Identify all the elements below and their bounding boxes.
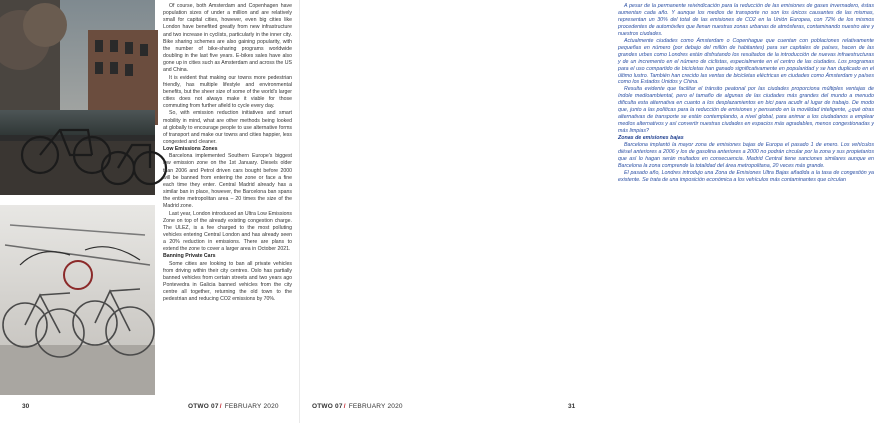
page-number: 31 bbox=[568, 403, 576, 410]
right-paragraph: El pasado año, Londres introdujo una Zona de Emisiones Ultra Bajas añadida a la tasa de congestión ya existente. Se trata de una imposición económica a los vehículos más contaminantes que circulan bbox=[618, 169, 874, 183]
right-paragraph: Resulta evidente que facilitar el tránsito peatonal por las ciudades proporciona múltiples ventajas de índole medioambiental, pero el tamaño de algunas de las ciudades más grandes del mundo a menudo dificulta esta alternativa en cuanto a los desplazamientos en bici para acudir al lugar de trabajo. De modo que, junto a las políticas para la reducción de emisiones y pensando en la movilidad inteligente, ¿qué otras alternativas de transporte se están contemplando, a nivel global, para animar a los ciudadanos a emplear medios alternativos y así convertir nuestras ciudades en espacios más agradables, menos congestionadas y más limpias? bbox=[618, 86, 874, 135]
photo-canal-bicycles bbox=[0, 0, 155, 195]
issue-date: FEBRUARY 2020 bbox=[224, 403, 279, 410]
section-heading: Low Emissions Zones bbox=[163, 146, 218, 153]
section-heading: Banning Private Cars bbox=[163, 253, 216, 260]
left-paragraph: Last year, London introduced an Ultra Low Emissions Zone on top of the already existing congestion charge. The ULEZ, is a fee charged to the most polluting vehicles entering Central London and has already seen a 20% reduction in emissions. There are plans to extend the zone to cover a larger area in October 2021. bbox=[163, 210, 292, 253]
left-body-column bbox=[163, 3, 292, 388]
page-number: 30 bbox=[22, 403, 30, 410]
magazine-name: OTWO bbox=[312, 403, 334, 410]
left-paragraph: Some cities are looking to ban all private vehicles from driving within their city centres. Oslo has partially banned vehicles from certain streets and two years ago Pontevedra in Galicia banned vehicles from the city centre all together, returning the old town to the pedestrian and reducing CO2 emissions by 70%. bbox=[163, 260, 292, 303]
left-paragraph: Of course, both Amsterdam and Copenhagen have population sizes of under a million and are relatively small for capital cities, however, even big cities like London have benefited greatly from new infrastructure and two increase in cyclists, particularly in the inner city. Bike sharing schemes are also gaining popularity, with the number of bike-sharing programs worldwide doubling in the last five years. E-bikes sales have also gone up in cities such as Amsterdam and across the US and China. bbox=[163, 3, 292, 74]
photo-parked-bicycles bbox=[0, 205, 155, 395]
magazine-footer: OTWO 07/ FEBRUARY 2020 bbox=[188, 403, 279, 410]
left-paragraph: Barcelona implemented Southern Europe's biggest low emission zone on the 1st January. Diesels older than 2006 and Petrol driven cars bought before 2000 will be banned from entering the zone or face a fine each time they enter. Central Madrid already has a similar ban in place, however, the Barcelona ban spans the entire metropolitan area – 20 times the size of the Madrid zone. bbox=[163, 153, 292, 210]
left-paragraph: So, with emission reduction initiatives and smart mobility in mind, what are other methods being looked at globally to encourage people to use alternative forms of transport and make our towns and cities happier, less congested and cleaner. bbox=[163, 110, 292, 145]
magazine-name: OTWO bbox=[188, 403, 210, 410]
left-paragraph: It is evident that making our towns more pedestrian friendly, has multiple lifestyle and environmental benefits, but the sheer size of some of the world's larger cities does not always make it viable for those commuting from further afield to cycle every day. bbox=[163, 74, 292, 110]
right-paragraph: Actualmente ciudades como Ámsterdam o Copenhague que cuentan con poblaciones relativamente pequeñas en número (por debajo del millón de habitantes) para ser capitales de países, hacen de las grandes urbes como Londres están disfrutando los resultados de la introducción de nuevas infraestructuras y de un incremento en el número de ciclistas, especialmente en el centro de las ciudades. Los programas para el uso compartido de bicicletas han ganado significativamente en popularidad y se han duplicado en el último lustro. También han crecido las ventas de bicicletas eléctricas en ciudades como Ámsterdam y países como los Estados Unidos y China. bbox=[618, 37, 874, 86]
issue-date: FEBRUARY 2020 bbox=[348, 403, 403, 410]
issue-number: 07 bbox=[211, 403, 219, 410]
right-paragraph: Barcelona implantó la mayor zona de emisiones bajas de Europa el pasado 1 de enero. Los vehículos diésel anteriores a 2006 y los de gasolina anteriores a 2000 no podrán circular por la zona y sus propietarios que así lo hagan serán multados en consecuencia. Madrid Central tiene sanciones similares aunque en Barcelona la zona comprende la totalidad del área metropolitana, 20 veces más grande. bbox=[618, 142, 874, 169]
right-page bbox=[300, 0, 874, 423]
magazine-footer: OTWO 07/ FEBRUARY 2020 bbox=[312, 403, 403, 410]
right-paragraph: A pesar de la permanente reivindicación para la reducción de las emisiones de gases invernadero, éstas aumentan cada año. Y aunque los medios de transporte no son los únicos causantes de las mismas, representan un 30% del total de las emisiones de CO2 en la Unión Europea, con 72% de los mismos procedentes de automóviles que llenan nuestras zonas urbanas de atmósferas, contaminando nuestro aire y nuestros ciudades. bbox=[618, 3, 874, 37]
right-body-column bbox=[618, 3, 874, 388]
section-heading: Zonas de emisiones bajas bbox=[618, 135, 684, 142]
left-page bbox=[0, 0, 300, 423]
issue-number: 07 bbox=[335, 403, 343, 410]
